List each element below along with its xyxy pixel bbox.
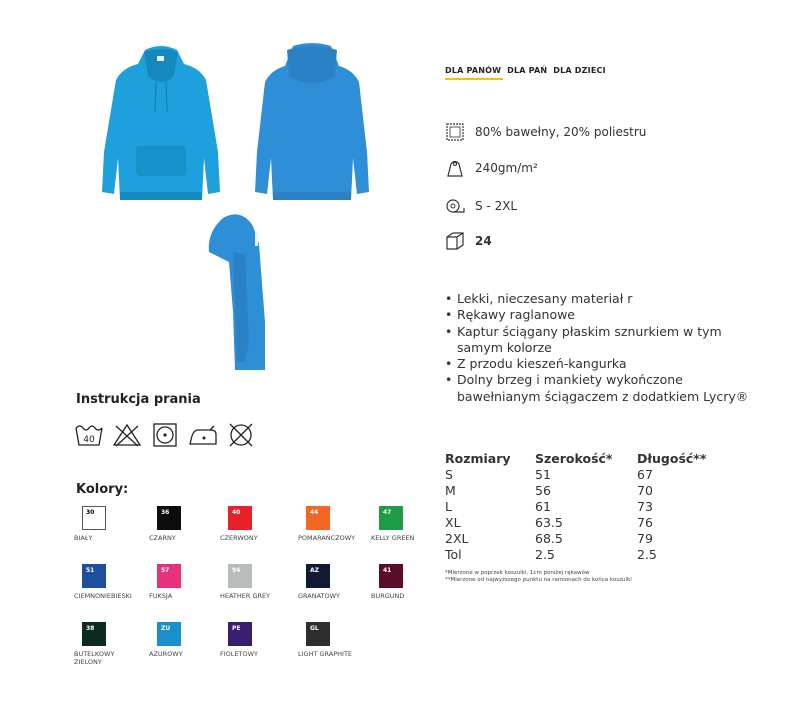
color-swatch-box[interactable] [379, 564, 403, 588]
color-name: FUKSJA [149, 592, 173, 600]
color-code: 57 [161, 567, 170, 574]
table-row [445, 515, 727, 531]
list-item: • Z przodu kieszeń-kangurka [445, 356, 765, 372]
wash-temp: 40 [83, 435, 95, 445]
color-swatch-box[interactable] [157, 564, 181, 588]
color-name: LIGHT GRAPHITE [298, 650, 353, 658]
color-name: BUTELKOWY ZIELONY [74, 650, 115, 666]
wash-icons [74, 422, 256, 448]
color-code: 41 [383, 567, 392, 574]
color-swatch[interactable] [220, 622, 295, 658]
fabric-icon [445, 122, 465, 142]
spec-pack-text: 24 [475, 234, 492, 248]
color-swatch[interactable] [298, 506, 373, 542]
color-swatch[interactable] [149, 564, 224, 600]
table-cell: 76 [637, 515, 653, 530]
color-swatch[interactable] [74, 622, 149, 666]
tumble-dry-low-icon [150, 422, 180, 448]
color-name: AZUROWY [149, 650, 183, 658]
iron-low-icon [188, 422, 218, 448]
table-cell: 56 [535, 483, 551, 498]
hoodie-back-image [255, 42, 370, 202]
table-cell: M [445, 483, 456, 498]
spec-sizes-text: S - 2XL [475, 199, 518, 213]
table-cell: L [445, 499, 452, 514]
size-table [445, 451, 727, 563]
color-swatch[interactable] [149, 622, 224, 658]
table-cell: 79 [637, 531, 653, 546]
color-swatch-box[interactable] [228, 506, 252, 530]
color-swatch[interactable] [371, 506, 446, 542]
color-code: 40 [232, 509, 241, 516]
color-swatch[interactable] [298, 564, 373, 600]
table-row [445, 467, 727, 483]
spec-fabric [445, 122, 646, 142]
color-code: 36 [161, 509, 170, 516]
colors-title: Kolory: [76, 482, 129, 497]
spec-sizes [445, 196, 517, 216]
feature-list [445, 291, 765, 405]
color-name: CIEMNONIEBIESKI [74, 592, 132, 600]
color-swatch[interactable] [220, 506, 295, 542]
color-swatch-box[interactable] [157, 506, 181, 530]
color-swatch[interactable] [74, 564, 149, 600]
color-swatch-box[interactable] [228, 564, 252, 588]
header-length: Długość** [637, 451, 707, 466]
color-name: FIOLETOWY [220, 650, 258, 658]
list-item: • Kaptur ściągany płaskim sznurkiem w tym samym kolorze [445, 324, 765, 357]
color-code: 30 [86, 509, 95, 516]
header-width: Szerokość* [535, 451, 613, 466]
size-note-length: **Mierzone od najwyższego punktu na ramionach do końca koszulki [445, 577, 632, 583]
wash-instructions-title: Instrukcja prania [76, 392, 201, 407]
list-item: • Rękawy raglanowe [445, 307, 765, 323]
color-swatch-box[interactable] [306, 506, 330, 530]
color-swatch[interactable] [220, 564, 295, 600]
color-name: KELLY GREEN [371, 534, 415, 542]
table-row [445, 499, 727, 515]
color-swatch-box[interactable] [379, 506, 403, 530]
spec-fabric-text: 80% bawełny, 20% poliestru [475, 125, 647, 139]
no-bleach-icon [112, 422, 142, 448]
table-cell: 67 [637, 467, 653, 482]
color-swatch-box[interactable] [228, 622, 252, 646]
color-name: BIAŁY [74, 534, 93, 542]
list-item: • Dolny brzeg i mankiety wykończone bawełnianym ściągaczem z dodatkiem Lycry® [445, 372, 765, 405]
audience-tabs [445, 66, 609, 75]
box-icon [445, 231, 465, 251]
table-cell: 63.5 [535, 515, 563, 530]
active-tab-underline [445, 78, 503, 80]
color-swatch-box[interactable] [82, 564, 106, 588]
color-code: 38 [86, 625, 95, 632]
color-swatch-box[interactable] [82, 622, 106, 646]
color-code: GL [310, 625, 319, 632]
color-swatch-box[interactable] [306, 564, 330, 588]
no-dry-clean-icon [226, 422, 256, 448]
color-name: GRANATOWY [298, 592, 341, 600]
tab-men[interactable]: DLA PANÓW [445, 66, 502, 75]
tab-women[interactable]: DLA PAŃ [507, 66, 548, 75]
color-code: 44 [310, 509, 319, 516]
table-cell: 61 [535, 499, 551, 514]
table-cell: XL [445, 515, 461, 530]
color-swatch[interactable] [74, 506, 149, 542]
weight-icon [445, 158, 465, 178]
color-swatch-box[interactable] [82, 506, 106, 530]
color-code: 94 [232, 567, 241, 574]
color-code: 47 [383, 509, 392, 516]
color-name: BURGUND [371, 592, 405, 600]
color-name: CZERWONY [220, 534, 258, 542]
table-cell: 68.5 [535, 531, 563, 546]
size-notes [445, 570, 632, 584]
table-cell: S [445, 467, 453, 482]
hoodie-front-image [100, 42, 222, 202]
table-row [445, 483, 727, 499]
table-cell: 2.5 [535, 547, 555, 562]
table-cell: 2XL [445, 531, 469, 546]
hoodie-side-image [205, 212, 270, 372]
color-name: HEATHER GREY [220, 592, 271, 600]
table-cell: 2.5 [637, 547, 657, 562]
spec-pack [445, 231, 492, 251]
color-name: CZARNY [149, 534, 176, 542]
table-cell: 70 [637, 483, 653, 498]
color-swatch[interactable] [149, 506, 224, 542]
color-swatch-box[interactable] [306, 622, 330, 646]
color-code: ZU [161, 625, 171, 632]
table-row [445, 531, 727, 547]
color-code: 51 [86, 567, 95, 574]
color-swatch[interactable] [298, 622, 373, 658]
tab-kids[interactable]: DLA DZIECI [553, 66, 606, 75]
color-name: POMARAŃCZOWY [298, 534, 356, 542]
spec-weight-text: 240gm/m² [475, 161, 538, 175]
tape-measure-icon [445, 196, 465, 216]
color-swatch[interactable] [371, 564, 446, 600]
color-swatch-box[interactable] [157, 622, 181, 646]
header-sizes: Rozmiary [445, 451, 511, 466]
color-code: PE [232, 625, 241, 632]
size-table-header [445, 451, 727, 467]
spec-weight [445, 158, 538, 178]
wash-40-icon [74, 422, 104, 448]
table-cell: 51 [535, 467, 551, 482]
size-note-width: *Mierzone w poprzek koszulki, 1cm poniżej rękawów [445, 570, 590, 576]
color-code: AZ [310, 567, 319, 574]
table-cell: 73 [637, 499, 653, 514]
list-item: • Lekki, nieczesany materiał r [445, 291, 765, 307]
table-row [445, 547, 727, 563]
table-cell: Tol [445, 547, 462, 562]
